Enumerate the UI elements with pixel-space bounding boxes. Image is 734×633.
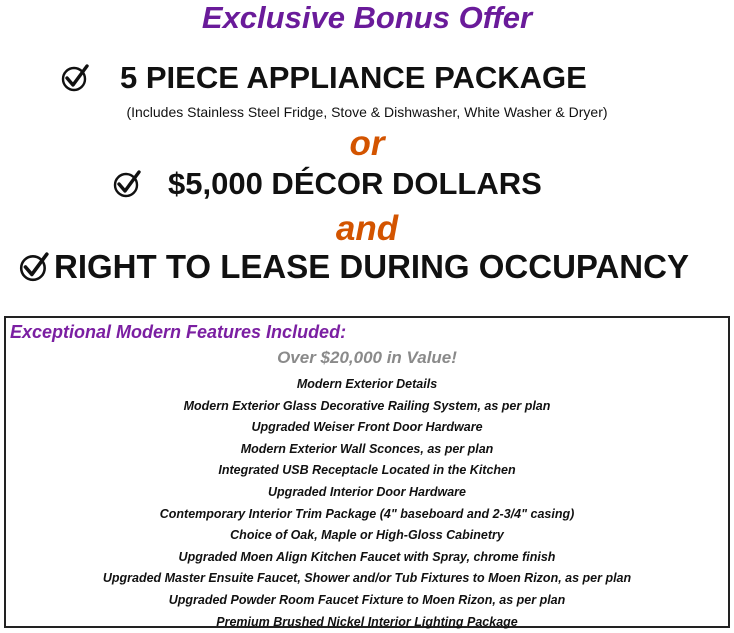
offer-label: 5 PIECE APPLIANCE PACKAGE [120,60,587,95]
feature-item: Modern Exterior Glass Decorative Railing System, as per plan [183,398,551,413]
joiner-and: and [335,209,399,248]
checkmark-circle-icon [60,63,90,93]
offer-right-to-lease [18,248,689,286]
feature-item: Modern Exterior Details [296,377,438,391]
offer-label: $5,000 DÉCOR DOLLARS [168,166,542,201]
feature-item: Upgraded Master Ensuite Faucet, Shower and/or Tub Fixtures to Moen Rizon, as per plan [102,571,632,586]
offer-appliance-package [60,60,587,96]
page-title: Exclusive Bonus Offer [201,0,533,35]
offer-label: RIGHT TO LEASE DURING OCCUPANCY [54,248,689,285]
feature-item: Upgraded Powder Room Faucet Fixture to Moen Rizon, as per plan [168,592,566,607]
offer-note: (Includes Stainless Steel Fridge, Stove & Dishwasher, White Washer & Dryer) [126,104,608,120]
feature-item: Upgraded Weiser Front Door Hardware [251,420,483,435]
features-value: Over $20,000 in Value! [277,348,457,367]
joiner-or: or [349,124,385,163]
feature-item: Modern Exterior Wall Sconces, as per plan [240,441,494,456]
checkmark-circle-icon [112,169,142,199]
feature-item: Premium Brushed Nickel Interior Lighting Package [216,614,518,629]
feature-item: Upgraded Interior Door Hardware [268,484,466,499]
checkmark-circle-icon [18,251,50,283]
features-heading: Exceptional Modern Features Included: [10,322,347,342]
feature-item: Contemporary Interior Trim Package (4" baseboard and 2-3/4" casing) [159,506,575,521]
feature-item: Upgraded Moen Align Kitchen Faucet with Spray, chrome finish [178,549,556,564]
offer-decor-dollars [112,166,542,202]
features-list [6,374,728,633]
feature-item: Integrated USB Receptacle Located in the Kitchen [218,463,516,478]
feature-item: Choice of Oak, Maple or High-Gloss Cabinetry [230,528,504,543]
features-box [4,316,730,628]
